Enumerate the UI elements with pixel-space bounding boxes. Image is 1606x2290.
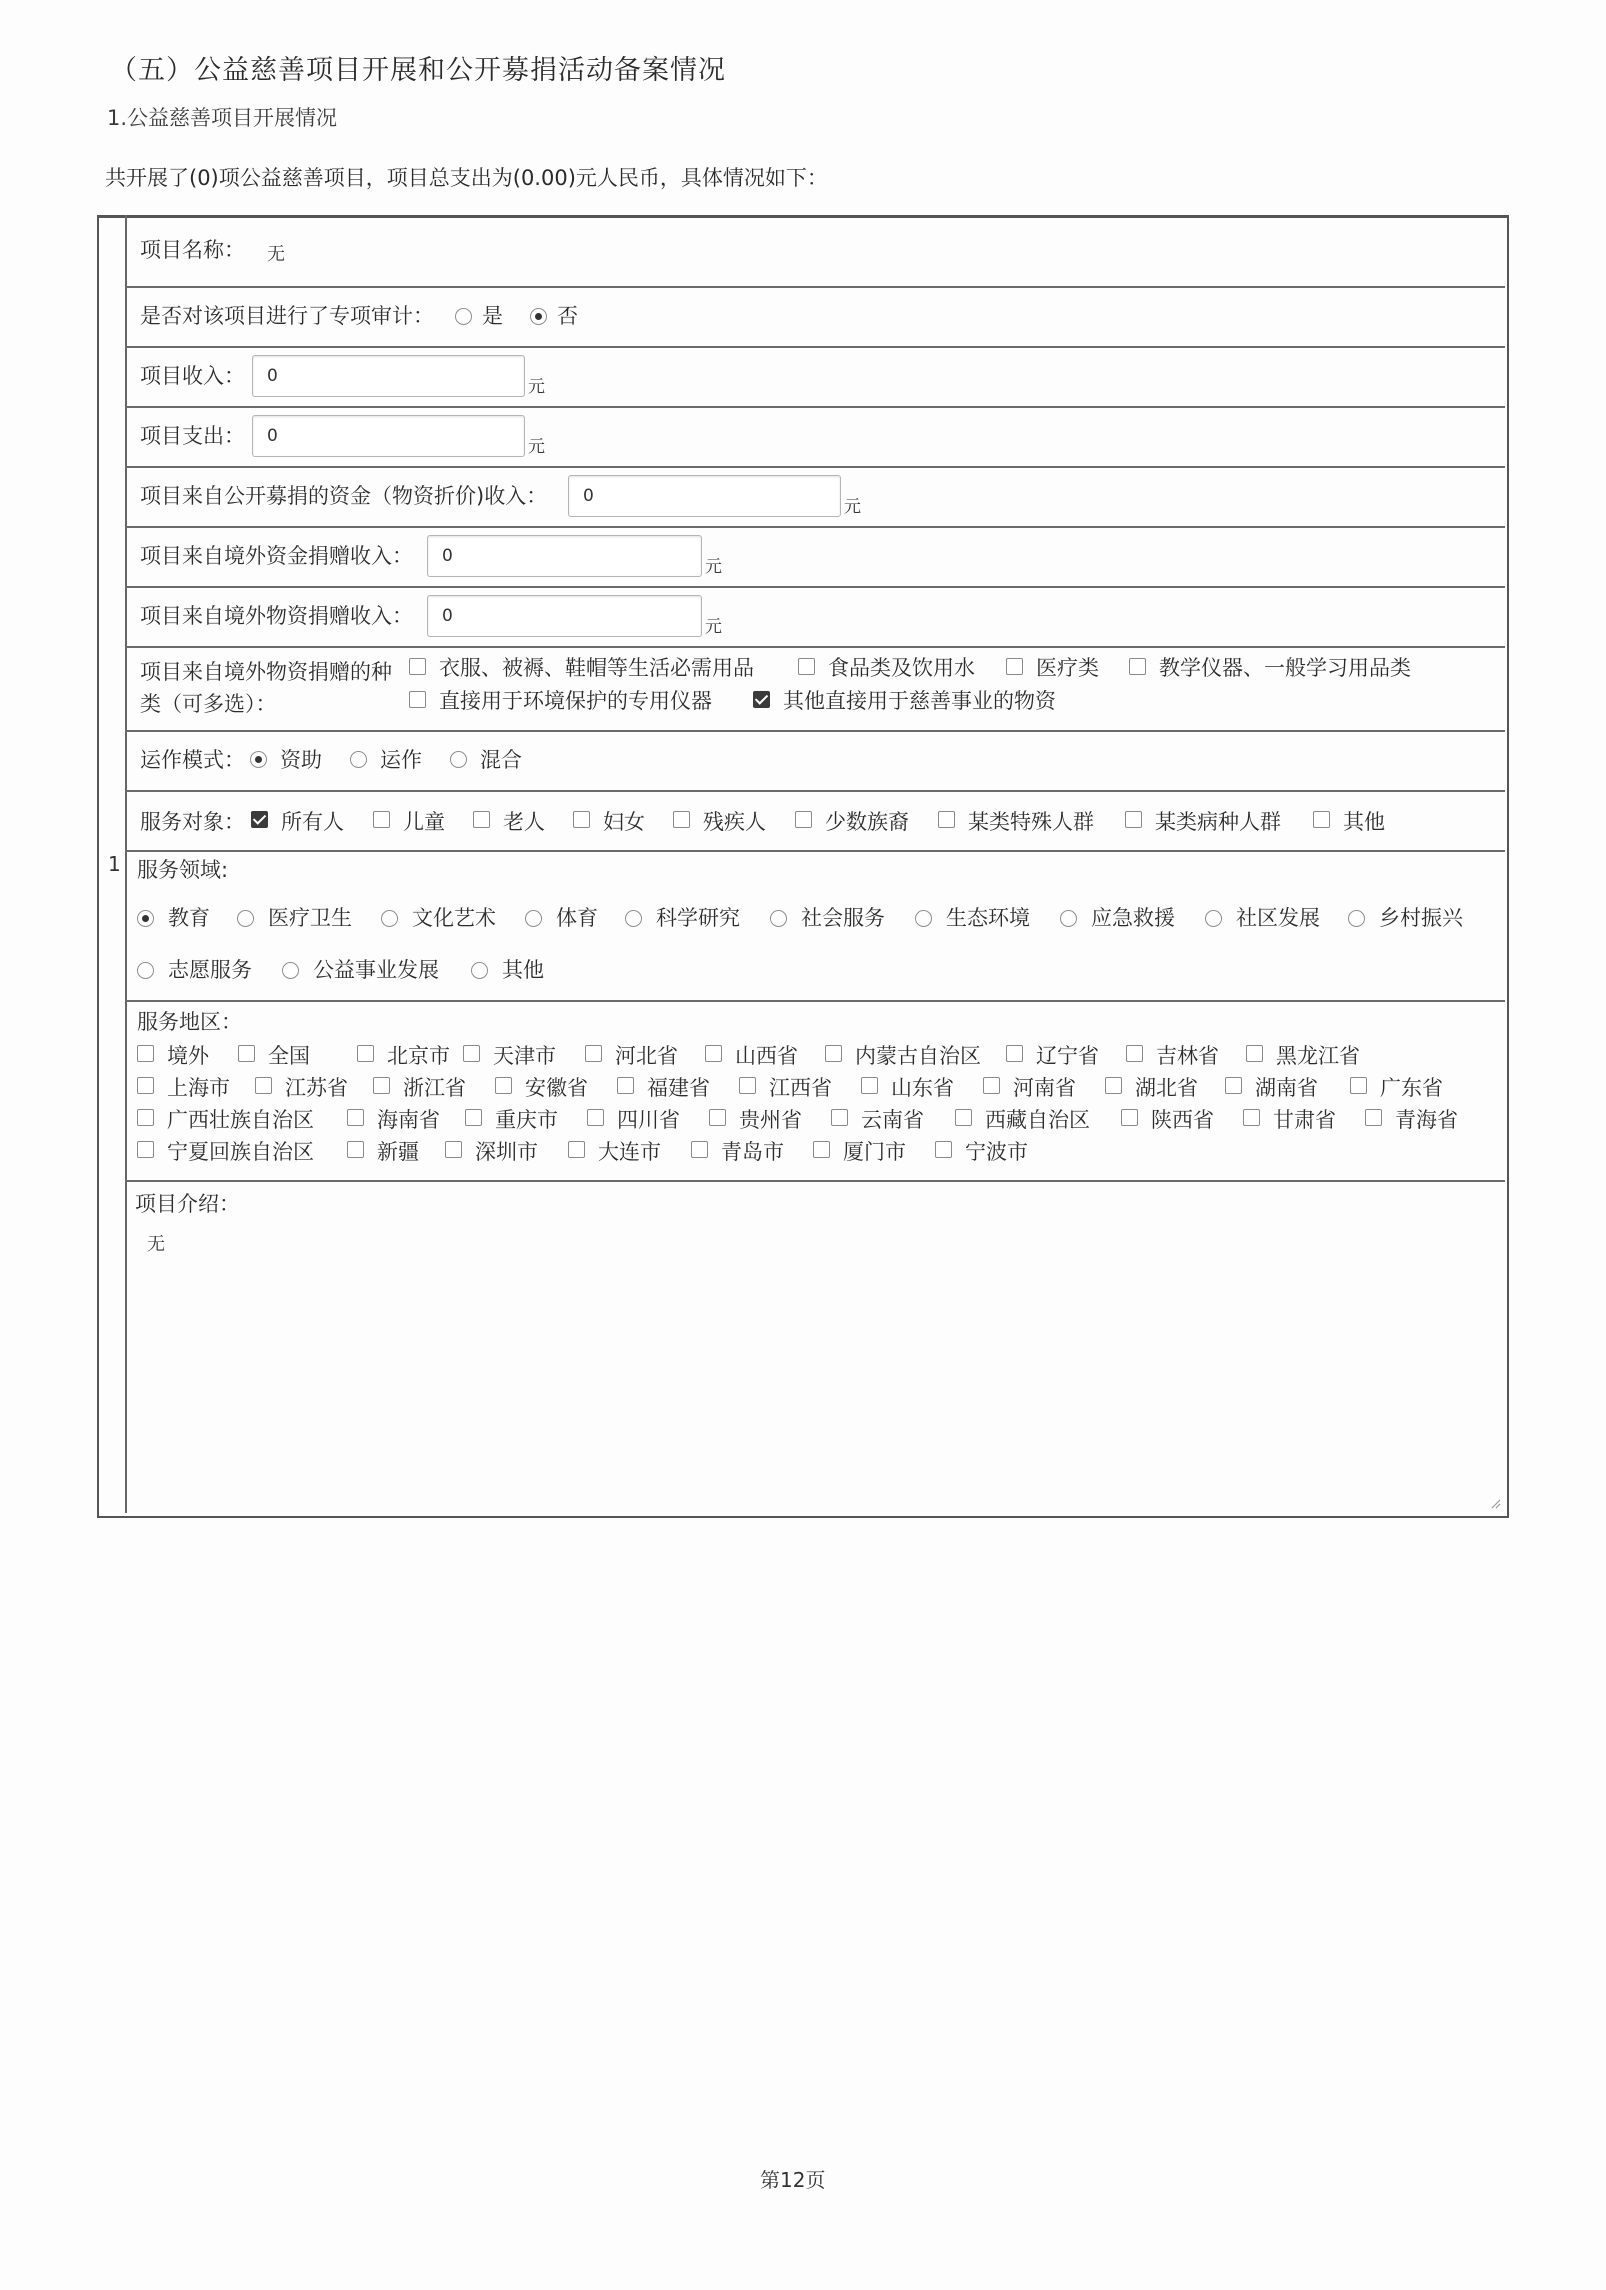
field-other-radio[interactable] [471, 962, 488, 979]
region-checkbox[interactable] [617, 1077, 634, 1094]
field-rural-label: 乡村振兴 [1379, 906, 1463, 930]
public-fund-label: 项目来自公开募捐的资金（物资折价)收入： [140, 484, 548, 508]
field-volunteer-radio[interactable] [137, 962, 154, 979]
region-checkbox[interactable] [739, 1077, 756, 1094]
field-emergency-radio[interactable] [1060, 910, 1077, 927]
region-checkbox[interactable] [1006, 1045, 1023, 1062]
target-disabled-label: 残疾人 [703, 810, 766, 834]
region-checkbox[interactable] [935, 1141, 952, 1158]
expense-unit: 元 [528, 437, 545, 457]
income-label: 项目收入： [140, 364, 245, 388]
material-education-label: 教学仪器、一般学习用品类 [1159, 656, 1411, 680]
region-label: 黑龙江省 [1276, 1044, 1360, 1068]
region-checkbox[interactable] [255, 1077, 272, 1094]
region-checkbox[interactable] [137, 1045, 154, 1062]
operation-mixed-label: 混合 [480, 748, 522, 772]
material-types-label-line1: 项目来自境外物资捐赠的种 [140, 660, 392, 684]
audit-no-radio[interactable] [530, 308, 547, 325]
field-social-label: 社会服务 [801, 906, 885, 930]
field-rural-radio[interactable] [1348, 910, 1365, 927]
project-form [125, 218, 1505, 1513]
target-other-label: 其他 [1343, 810, 1385, 834]
target-women-label: 妇女 [603, 810, 645, 834]
target-elderly-checkbox[interactable] [473, 811, 490, 828]
target-women-checkbox[interactable] [573, 811, 590, 828]
material-other-label: 其他直接用于慈善事业的物资 [783, 689, 1056, 713]
region-checkbox[interactable] [445, 1141, 462, 1158]
material-food-label: 食品类及饮用水 [828, 656, 975, 680]
region-checkbox[interactable] [347, 1141, 364, 1158]
region-label: 陕西省 [1151, 1108, 1214, 1132]
field-public-welfare-label: 公益事业发展 [313, 958, 439, 982]
project-name-value: 无 [267, 244, 285, 265]
region-checkbox[interactable] [1243, 1109, 1260, 1126]
region-label: 海南省 [377, 1108, 440, 1132]
material-medical-checkbox[interactable] [1006, 658, 1023, 675]
project-intro-label: 项目介绍： [135, 1192, 240, 1216]
expense-label: 项目支出： [140, 424, 245, 448]
overseas-fund-label: 项目来自境外资金捐赠收入： [140, 544, 413, 568]
page-number: 第12页 [760, 2168, 826, 2192]
region-checkbox[interactable] [1105, 1077, 1122, 1094]
target-minority-checkbox[interactable] [795, 811, 812, 828]
target-children-label: 儿童 [403, 810, 445, 834]
region-checkbox[interactable] [825, 1045, 842, 1062]
project-name-label: 项目名称： [140, 238, 245, 262]
section-title: （五）公益慈善项目开展和公开募捐活动备案情况 [110, 55, 726, 86]
resize-grip-icon[interactable] [1489, 1497, 1501, 1509]
material-medical-label: 医疗类 [1036, 656, 1099, 680]
region-label: 山西省 [735, 1044, 798, 1068]
material-other-checkbox[interactable] [753, 691, 770, 708]
operation-run-radio[interactable] [350, 751, 367, 768]
operation-mixed-radio[interactable] [450, 751, 467, 768]
region-label: 河北省 [615, 1044, 678, 1068]
region-checkbox[interactable] [861, 1077, 878, 1094]
project-intro-value[interactable]: 无 [147, 1234, 165, 1255]
target-children-checkbox[interactable] [373, 811, 390, 828]
region-checkbox[interactable] [357, 1045, 374, 1062]
region-checkbox[interactable] [347, 1109, 364, 1126]
region-label: 吉林省 [1156, 1044, 1219, 1068]
region-label: 宁夏回族自治区 [167, 1140, 314, 1164]
field-culture-radio[interactable] [381, 910, 398, 927]
field-research-radio[interactable] [625, 910, 642, 927]
material-education-checkbox[interactable] [1129, 658, 1146, 675]
public-fund-unit: 元 [844, 497, 861, 517]
region-checkbox[interactable] [495, 1077, 512, 1094]
region-label: 甘肃省 [1273, 1108, 1336, 1132]
material-daily-label: 衣服、被褥、鞋帽等生活必需用品 [439, 656, 754, 680]
region-checkbox[interactable] [587, 1109, 604, 1126]
region-label: 福建省 [647, 1076, 710, 1100]
target-special-group-checkbox[interactable] [938, 811, 955, 828]
region-checkbox[interactable] [1121, 1109, 1138, 1126]
region-checkbox[interactable] [1225, 1077, 1242, 1094]
region-label: 西藏自治区 [985, 1108, 1090, 1132]
region-checkbox[interactable] [373, 1077, 390, 1094]
region-checkbox[interactable] [831, 1109, 848, 1126]
field-education-radio[interactable] [137, 910, 154, 927]
target-disabled-checkbox[interactable] [673, 811, 690, 828]
expense-row [125, 406, 1505, 468]
region-label: 内蒙古自治区 [855, 1044, 981, 1068]
project-name-row [125, 218, 1505, 288]
audit-row [125, 286, 1505, 348]
region-checkbox[interactable] [585, 1045, 602, 1062]
region-label: 重庆市 [495, 1108, 558, 1132]
target-elderly-label: 老人 [503, 810, 545, 834]
operation-mode-label: 运作模式： [140, 748, 245, 772]
region-checkbox[interactable] [709, 1109, 726, 1126]
region-label: 宁波市 [965, 1140, 1028, 1164]
overseas-material-unit: 元 [705, 617, 722, 637]
overseas-material-label: 项目来自境外物资捐赠收入： [140, 604, 413, 628]
target-disease-group-checkbox[interactable] [1125, 811, 1142, 828]
subsection-title: 1.公益慈善项目开展情况 [107, 106, 338, 130]
overseas-fund-row [125, 526, 1505, 588]
region-checkbox[interactable] [137, 1141, 154, 1158]
expense-input[interactable]: 0 [252, 415, 525, 457]
region-label: 广西壮族自治区 [167, 1108, 314, 1132]
overseas-material-input[interactable]: 0 [427, 595, 702, 637]
target-all-label: 所有人 [281, 810, 344, 834]
field-community-label: 社区发展 [1236, 906, 1320, 930]
income-unit: 元 [528, 377, 545, 397]
region-label: 厦门市 [843, 1140, 906, 1164]
service-regions-label: 服务地区： [137, 1010, 242, 1034]
region-label: 山东省 [891, 1076, 954, 1100]
target-all-checkbox[interactable] [251, 811, 268, 828]
region-label: 深圳市 [475, 1140, 538, 1164]
region-checkbox[interactable] [465, 1109, 482, 1126]
audit-yes-radio[interactable] [455, 308, 472, 325]
region-checkbox[interactable] [813, 1141, 830, 1158]
field-culture-label: 文化艺术 [412, 906, 496, 930]
project-intro-row [125, 1180, 1505, 1513]
region-checkbox[interactable] [983, 1077, 1000, 1094]
region-label: 河南省 [1013, 1076, 1076, 1100]
region-label: 湖南省 [1255, 1076, 1318, 1100]
field-sports-radio[interactable] [525, 910, 542, 927]
region-label: 贵州省 [739, 1108, 802, 1132]
service-regions-row [125, 1000, 1505, 1182]
field-health-label: 医疗卫生 [268, 906, 352, 930]
region-label: 安徽省 [525, 1076, 588, 1100]
region-label: 全国 [268, 1044, 310, 1068]
summary-text: 共开展了(0)项公益慈善项目，项目总支出为(0.00)元人民币，具体情况如下： [105, 166, 828, 190]
service-fields-label: 服务领域: [137, 858, 229, 882]
field-education-label: 教育 [168, 906, 210, 930]
field-public-welfare-radio[interactable] [282, 962, 299, 979]
public-fund-input[interactable]: 0 [568, 475, 841, 517]
region-checkbox[interactable] [955, 1109, 972, 1126]
field-community-radio[interactable] [1205, 910, 1222, 927]
region-checkbox[interactable] [691, 1141, 708, 1158]
region-label: 天津市 [493, 1044, 556, 1068]
service-fields-row [125, 850, 1505, 1002]
audit-yes-label: 是 [482, 304, 503, 328]
field-volunteer-label: 志愿服务 [168, 958, 252, 982]
operation-mode-row [125, 730, 1505, 792]
overseas-fund-unit: 元 [705, 557, 722, 577]
region-label: 浙江省 [403, 1076, 466, 1100]
region-label: 上海市 [167, 1076, 230, 1100]
region-label: 江西省 [769, 1076, 832, 1100]
field-ecology-label: 生态环境 [946, 906, 1030, 930]
region-checkbox[interactable] [1246, 1045, 1263, 1062]
region-checkbox[interactable] [1126, 1045, 1143, 1062]
field-other-label: 其他 [502, 958, 544, 982]
service-targets-row [125, 790, 1505, 852]
region-checkbox[interactable] [1350, 1077, 1367, 1094]
operation-funding-label: 资助 [280, 748, 322, 772]
region-checkbox[interactable] [137, 1109, 154, 1126]
overseas-fund-input[interactable]: 0 [427, 535, 702, 577]
region-label: 青岛市 [721, 1140, 784, 1164]
region-label: 广东省 [1380, 1076, 1443, 1100]
service-targets-label: 服务对象： [140, 810, 245, 834]
row-index: 1 [108, 852, 121, 876]
region-label: 湖北省 [1135, 1076, 1198, 1100]
target-minority-label: 少数族裔 [825, 810, 909, 834]
public-fund-row [125, 466, 1505, 528]
region-label: 四川省 [617, 1108, 680, 1132]
field-ecology-radio[interactable] [915, 910, 932, 927]
field-health-radio[interactable] [237, 910, 254, 927]
region-label: 青海省 [1395, 1108, 1458, 1132]
region-label: 江苏省 [285, 1076, 348, 1100]
audit-no-label: 否 [557, 304, 578, 328]
region-checkbox[interactable] [568, 1141, 585, 1158]
field-research-label: 科学研究 [656, 906, 740, 930]
field-emergency-label: 应急救援 [1091, 906, 1175, 930]
region-label: 北京市 [387, 1044, 450, 1068]
audit-label: 是否对该项目进行了专项审计： [140, 304, 434, 328]
material-types-label-line2: 类（可多选）： [140, 692, 277, 716]
region-label: 大连市 [598, 1140, 661, 1164]
overseas-material-row [125, 586, 1505, 648]
income-input[interactable]: 0 [252, 355, 525, 397]
material-types-row [125, 646, 1505, 732]
income-row [125, 346, 1505, 408]
operation-run-label: 运作 [380, 748, 422, 772]
target-disease-group-label: 某类病种人群 [1155, 810, 1281, 834]
region-checkbox[interactable] [1365, 1109, 1382, 1126]
material-environment-checkbox[interactable] [409, 691, 426, 708]
region-label: 辽宁省 [1036, 1044, 1099, 1068]
operation-funding-radio[interactable] [250, 751, 267, 768]
region-label: 境外 [167, 1044, 209, 1068]
region-checkbox[interactable] [238, 1045, 255, 1062]
target-special-group-label: 某类特殊人群 [968, 810, 1094, 834]
region-checkbox[interactable] [463, 1045, 480, 1062]
target-other-checkbox[interactable] [1313, 811, 1330, 828]
material-food-checkbox[interactable] [798, 658, 815, 675]
field-social-radio[interactable] [770, 910, 787, 927]
region-checkbox[interactable] [137, 1077, 154, 1094]
region-label: 新疆 [377, 1140, 419, 1164]
field-sports-label: 体育 [556, 906, 598, 930]
material-daily-checkbox[interactable] [409, 658, 426, 675]
region-label: 云南省 [861, 1108, 924, 1132]
material-environment-label: 直接用于环境保护的专用仪器 [439, 689, 712, 713]
region-checkbox[interactable] [705, 1045, 722, 1062]
